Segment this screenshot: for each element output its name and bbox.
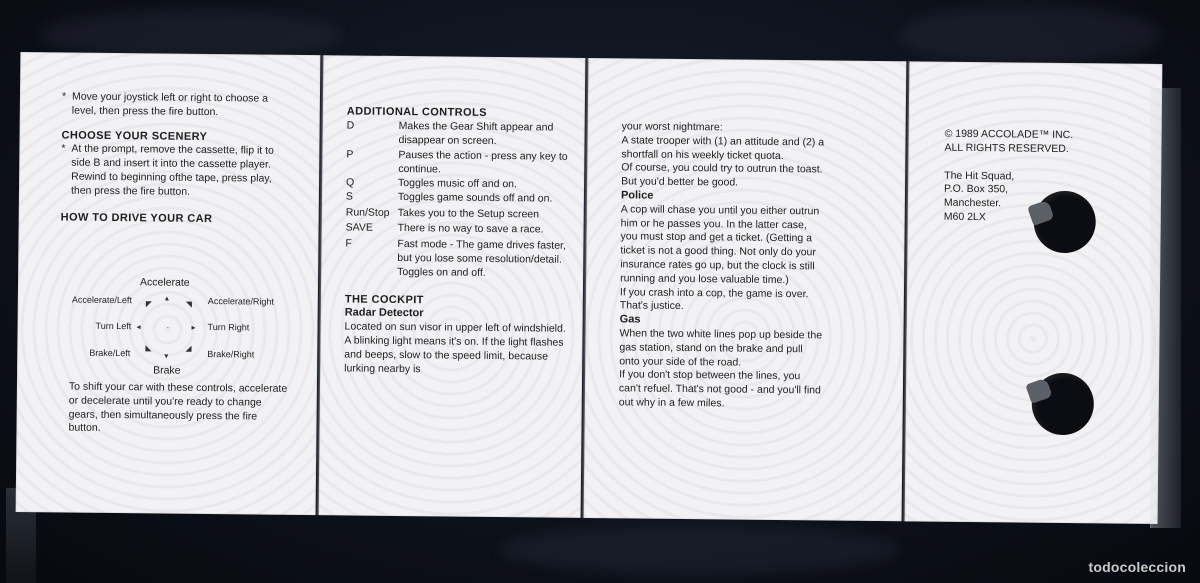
arrow-up-right-icon: ◥ bbox=[185, 299, 193, 309]
nightmare-line: your worst nightmare: bbox=[621, 120, 723, 134]
dir-accelerate-right: Accelerate/Right bbox=[207, 296, 274, 307]
copyright-line: © 1989 ACCOLADE™ INC. bbox=[944, 127, 1074, 142]
control-row: Q Toggles music off and on. bbox=[346, 176, 518, 191]
control-row: S Toggles game sounds off and on. bbox=[345, 190, 553, 205]
gas-paragraph-1: When the two white lines pop up beside the gas station, stand on the brake and pull onto your side of the road. bbox=[619, 327, 823, 369]
dir-accelerate-left: Accelerate/Left bbox=[71, 294, 132, 306]
dir-accelerate: Accelerate bbox=[139, 276, 190, 289]
rewind-instruction: Rewind to beginning ofthe tape, press play, then press the fire button. bbox=[70, 170, 272, 198]
arrow-down-left-icon: ◣ bbox=[145, 343, 152, 353]
joystick-diagram bbox=[57, 278, 288, 380]
arrow-right-icon: ▸ bbox=[191, 322, 196, 332]
publisher-address: The Hit Squad, P.O. Box 350, Manchester. M60 2LX bbox=[943, 169, 1015, 224]
arrow-down-right-icon: ◢ bbox=[185, 343, 192, 353]
cassette-case-edge-right bbox=[1150, 88, 1181, 528]
drive-heading: HOW TO DRIVE YOUR CAR bbox=[60, 211, 213, 225]
rights-line: ALL RIGHTS RESERVED. bbox=[944, 141, 1069, 155]
arrow-down-icon: ▾ bbox=[164, 351, 169, 361]
scenery-instruction: * At the prompt, remove the cassette, flip it to side B and insert it into the cassette player. bbox=[61, 142, 274, 171]
watermark: todocoleccion bbox=[1088, 559, 1186, 575]
inlay-panel-cockpit bbox=[584, 58, 907, 521]
dir-brake: Brake bbox=[153, 364, 181, 377]
outrun-paragraph: Of course, you could try to outrun the toast. But you'd better be good. bbox=[621, 161, 823, 189]
level-select-instruction: * Move your joystick left or right to choose a level, then press the fire button. bbox=[61, 90, 269, 118]
police-paragraph: A cop will chase you until you either outrun him or he passes you. In the latter case, you must stop and get a ticket. (Getting a ticket is not a good thing. Not only do your insurance rates go up, but the clock is still running and you lose valuable time.) bbox=[620, 203, 820, 286]
cockpit-heading: THE COCKPIT bbox=[344, 293, 424, 306]
arrow-up-icon: ▴ bbox=[164, 293, 169, 303]
gear-shift-instruction: To shift your car with these controls, accelerate or decelerate until you're ready to change gears, then simultaneously press the fire button. bbox=[68, 380, 288, 435]
inlay-panel-instructions bbox=[16, 52, 321, 515]
scenery-heading: CHOOSE YOUR SCENERY bbox=[61, 129, 208, 143]
crash-paragraph: If you crash into a cop, the game is over. That's justice. bbox=[619, 285, 809, 313]
inlay-panel-controls bbox=[319, 55, 586, 518]
gas-paragraph-2: If you don't stop between the lines, you can't refuel. That's not good - and you'll find out why in a few miles. bbox=[618, 368, 821, 410]
control-row: P Pauses the action - press any key to continue. bbox=[346, 148, 568, 176]
control-row: F Fast mode - The game drives faster, but you lose some resolution/detail. Toggles on and off. bbox=[345, 237, 566, 279]
inlay-panel-credits bbox=[905, 61, 1163, 524]
control-row: Run/Stop Takes you to the Setup screen bbox=[345, 206, 540, 221]
control-row: SAVE There is no way to save a race. bbox=[345, 221, 544, 236]
center-dot-icon: · bbox=[166, 322, 170, 332]
control-row: D Makes the Gear Shift appear and disappear on screen. bbox=[346, 119, 554, 147]
police-subheading: Police bbox=[620, 189, 654, 202]
dir-brake-left: Brake/Left bbox=[89, 347, 131, 359]
cassette-inlay bbox=[16, 52, 1163, 524]
dir-turn-right: Turn Right bbox=[207, 322, 250, 333]
radar-paragraph-2: A blinking light means it's on. If the light flashes and beeps, slow to the speed limit, because lurking nearby is bbox=[344, 334, 564, 375]
controls-list bbox=[345, 119, 572, 281]
gas-subheading: Gas bbox=[619, 313, 641, 326]
dir-turn-left: Turn Left bbox=[95, 320, 132, 332]
radar-paragraph-1: Located on sun visor in upper left of windshield. bbox=[344, 320, 566, 335]
trooper-paragraph: A state trooper with (1) an attitude and (2) a shortfall on his weekly ticket quota. bbox=[621, 134, 825, 162]
arrow-up-left-icon: ◤ bbox=[145, 299, 153, 309]
additional-controls-heading: ADDITIONAL CONTROLS bbox=[346, 105, 487, 119]
arrow-left-icon: ◂ bbox=[136, 322, 141, 332]
radar-detector-subheading: Radar Detector bbox=[344, 306, 424, 320]
dir-brake-right: Brake/Right bbox=[207, 349, 255, 360]
